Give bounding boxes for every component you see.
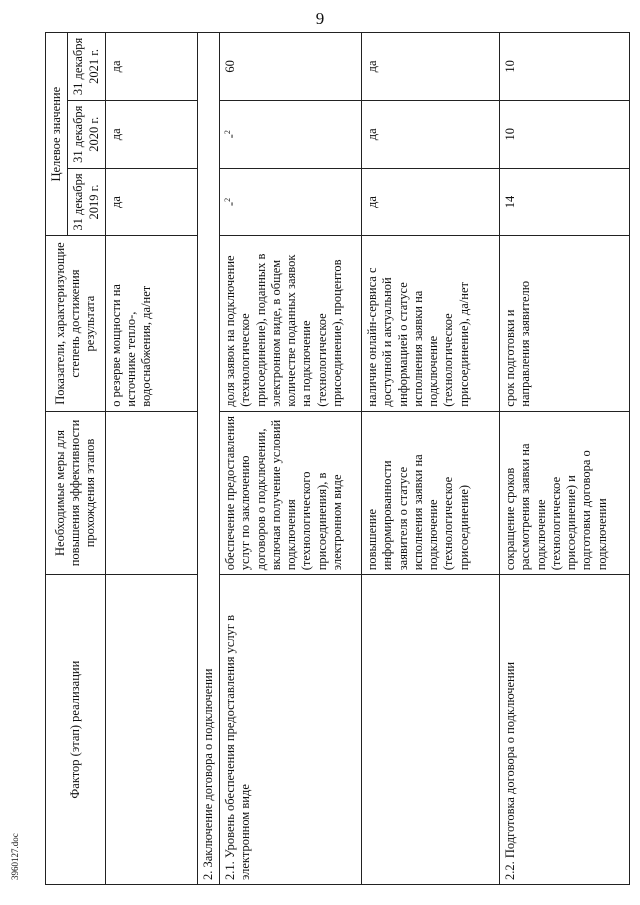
cell-indicator: доля заявок на подключение (технологическое присоединение), поданных в электронном виде, в общем количестве поданных заявок на подключение (технологическое присоединение), процентов bbox=[220, 236, 362, 411]
footnote-marker: 2 bbox=[223, 197, 232, 202]
cell-measure: обеспечение предоставления услуг по заключению договоров о подключении, включая получение условий подключения (технологического присоединения), в электронном виде bbox=[220, 411, 362, 575]
cell-factor bbox=[105, 575, 197, 885]
value-2020: - bbox=[224, 134, 239, 139]
header-year-2021: 31 декабря 2021 г. bbox=[68, 33, 106, 101]
header-measures: Необходимые меры для повышения эффективности прохождения этапов bbox=[46, 411, 106, 575]
cell-2020: да bbox=[105, 100, 197, 168]
cell-2021: да bbox=[105, 33, 197, 101]
header-row-1 bbox=[46, 33, 68, 885]
cell-2020: да bbox=[362, 100, 500, 168]
cell-indicator: наличие онлайн-сервиса с доступной и актуальной информацией о статусе исполнения заявки на подключение (технологическое присоединение), да/нет bbox=[362, 236, 500, 411]
header-year-2020: 31 декабря 2020 г. bbox=[68, 100, 106, 168]
section-title: 2. Заключение договора о подключении bbox=[197, 33, 219, 885]
page-number: 9 bbox=[315, 9, 325, 28]
cell-indicator: о резерве мощности на источнике тепло-, водоснабжения, да/нет bbox=[105, 236, 197, 411]
value-2019: - bbox=[224, 201, 239, 207]
cell-2021: 10 bbox=[500, 33, 630, 101]
header-factor: Фактор (этап) реализации bbox=[46, 575, 106, 885]
cell-factor bbox=[362, 575, 500, 885]
footnote-marker: 2 bbox=[223, 130, 232, 135]
table-row-carryover bbox=[105, 33, 197, 885]
header-indicators: Показатели, характеризующие степень достижения результата bbox=[46, 236, 106, 411]
cell-2020 bbox=[220, 100, 362, 168]
cell-factor: 2.2. Подготовка договора о подключении bbox=[500, 575, 630, 885]
cell-measure bbox=[105, 411, 197, 575]
cell-2021: да bbox=[362, 33, 500, 101]
header-target-value: Целевое значение bbox=[46, 33, 68, 236]
cell-2019: да bbox=[362, 168, 500, 236]
cell-2019: да bbox=[105, 168, 197, 236]
cell-factor: 2.1. Уровень обеспечения предоставления услуг в электронном виде bbox=[220, 575, 362, 885]
cell-2021: 60 bbox=[220, 33, 362, 101]
targets-table bbox=[45, 32, 630, 885]
section-title-row bbox=[197, 33, 219, 885]
cell-2019: 14 bbox=[500, 168, 630, 236]
cell-indicator: срок подготовки и направления заявителю bbox=[500, 236, 630, 411]
table-row bbox=[362, 33, 500, 885]
cell-measure: повышение информированности заявителя о статусе исполнения заявки на подключение (технологическое присоединение) bbox=[362, 411, 500, 575]
cell-measure: сокращение сроков рассмотрения заявки на подключение (технологическое присоединение) и подготовки договора о подключении bbox=[500, 411, 630, 575]
cell-2019 bbox=[220, 168, 362, 236]
cell-2020: 10 bbox=[500, 100, 630, 168]
document-code: 3960127.doc bbox=[10, 833, 20, 880]
header-year-2019: 31 декабря 2019 г. bbox=[68, 168, 106, 236]
rotated-table-container bbox=[45, 32, 609, 885]
table-row bbox=[500, 33, 630, 885]
table-row bbox=[220, 33, 362, 885]
